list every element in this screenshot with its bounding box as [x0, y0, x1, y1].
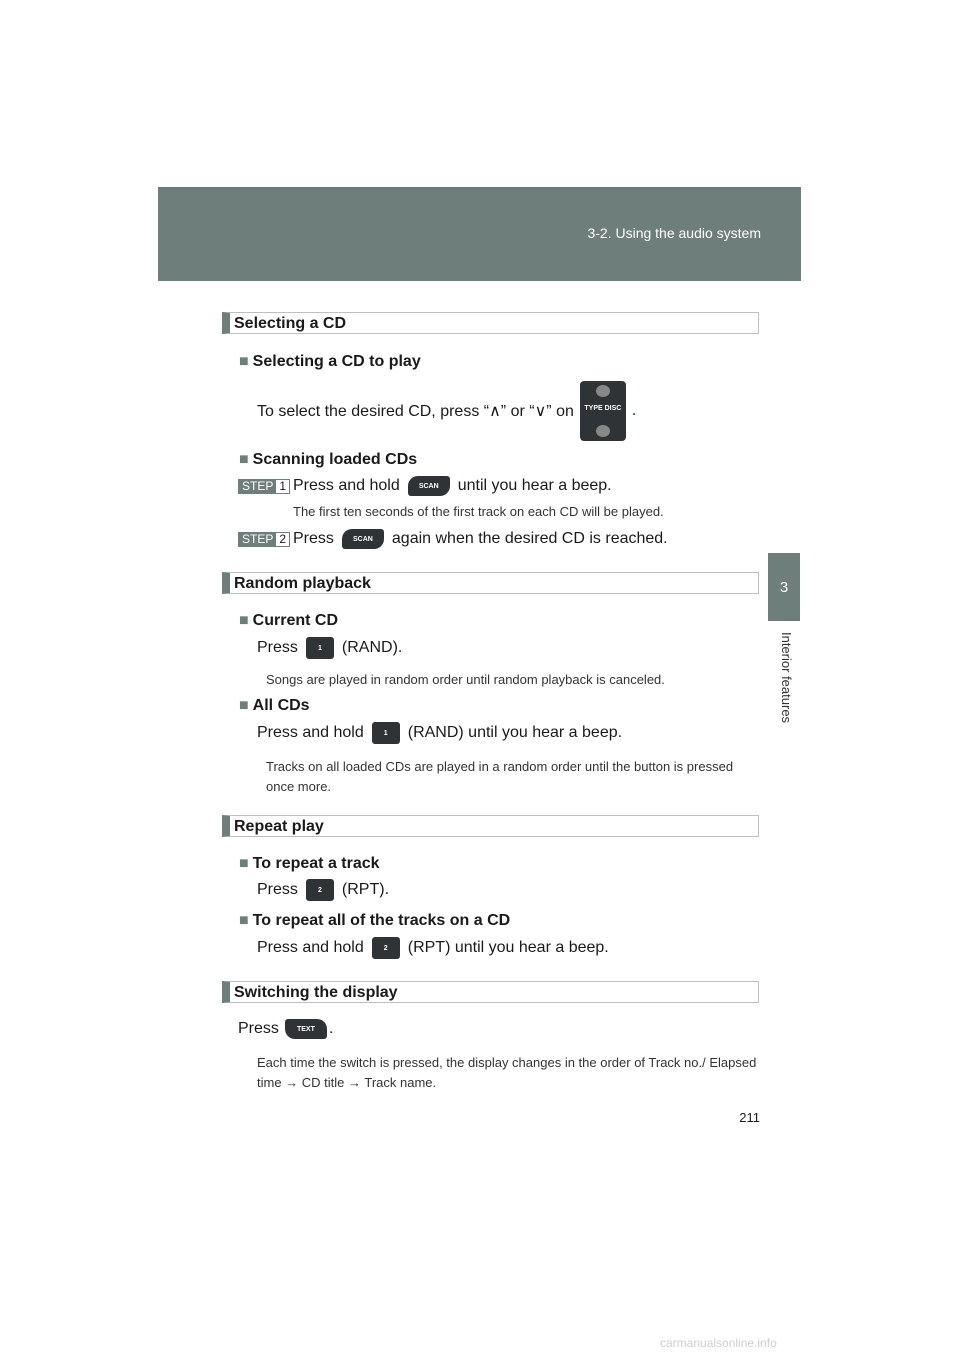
step-label: STEP: [239, 480, 276, 493]
instruction-text: Press: [257, 639, 298, 656]
current-cd-instruction: [257, 637, 402, 659]
all-cds-note: Tracks on all loaded CDs are played in a random order until the button is pressed once more.: [266, 759, 734, 794]
step-2-badge: [238, 532, 290, 547]
section-heading-switching-display: Switching the display: [222, 981, 759, 1003]
instruction-text-end: .: [631, 402, 637, 419]
instruction-text-end: (RAND) until you hear a beep.: [407, 724, 623, 741]
step-text: Press: [293, 530, 334, 547]
instruction-text: Press: [257, 881, 298, 898]
step-1-badge: [238, 479, 290, 494]
scan-button-icon: SCAN: [342, 529, 384, 549]
text-button-icon: TEXT: [285, 1019, 327, 1039]
step-1-text: [293, 476, 612, 496]
repeat-track-instruction: [257, 879, 389, 901]
chapter-tab: [768, 553, 800, 621]
chapter-label: Interior features: [779, 632, 794, 724]
watermark: carmanualsonline.info: [660, 1336, 777, 1350]
section-breadcrumb: 3-2. Using the audio system: [587, 225, 761, 241]
step-text-end: again when the desired CD is reached.: [391, 530, 668, 547]
square-bullet-icon: ■: [239, 855, 249, 872]
rand-button-icon: 1: [306, 637, 334, 659]
subheading-repeat-all-tracks: [239, 912, 510, 930]
rand-button-icon: 1: [372, 722, 400, 744]
subheading-text: To repeat all of the tracks on a CD: [252, 912, 511, 929]
all-cds-instruction: [257, 722, 622, 744]
step-1-note: The first ten seconds of the first track on each CD will be played.: [293, 504, 664, 519]
instruction-text: Press and hold: [257, 724, 364, 741]
square-bullet-icon: ■: [239, 912, 249, 929]
step-number: 2: [279, 532, 287, 546]
select-cd-instruction: [257, 381, 636, 441]
subheading-all-cds: [239, 697, 310, 715]
scan-button-icon: SCAN: [408, 476, 450, 496]
square-bullet-icon: ■: [239, 612, 249, 629]
rpt-button-icon: 2: [306, 879, 334, 901]
down-arrow-icon: [596, 425, 610, 437]
instruction-text-end: (RAND).: [341, 639, 403, 656]
type-disc-dial-icon: [580, 381, 626, 441]
subheading-text: Current CD: [252, 612, 339, 629]
subheading-text: Selecting a CD to play: [252, 353, 421, 370]
step-number: 1: [279, 479, 287, 493]
subheading-selecting-cd-to-play: [239, 353, 421, 371]
subheading-scanning-loaded-cds: [239, 451, 417, 469]
step-text: Press and hold: [293, 477, 400, 494]
up-arrow-icon: [596, 385, 610, 397]
step-text-end: until you hear a beep.: [457, 477, 612, 494]
square-bullet-icon: ■: [239, 451, 249, 468]
instruction-text-end: .: [328, 1020, 334, 1037]
instruction-text-end: (RPT) until you hear a beep.: [407, 939, 609, 956]
section-heading-selecting-cd: Selecting a CD: [222, 312, 759, 334]
step-2-text: [293, 529, 668, 549]
subheading-text: All CDs: [252, 697, 310, 714]
page-number: 211: [739, 1110, 760, 1125]
instruction-text-end: (RPT).: [341, 881, 390, 898]
current-cd-note: Songs are played in random order until random playback is canceled.: [266, 672, 665, 687]
switching-display-note: Each time the switch is pressed, the display changes in the order of Track no./ Elapsed time → CD title → Track name.: [257, 1055, 757, 1090]
square-bullet-icon: ■: [239, 697, 249, 714]
step-label: STEP: [239, 533, 276, 546]
header-band: [158, 187, 801, 281]
subheading-text: To repeat a track: [252, 855, 380, 872]
section-heading-repeat-play: Repeat play: [222, 815, 759, 837]
switching-display-instruction: [238, 1019, 333, 1039]
instruction-text: To select the desired CD, press “∧” or “∨” on: [257, 403, 574, 420]
repeat-all-instruction: [257, 937, 609, 959]
subheading-text: Scanning loaded CDs: [252, 451, 418, 468]
subheading-repeat-track: [239, 855, 380, 873]
instruction-text: Press and hold: [257, 939, 364, 956]
square-bullet-icon: ■: [239, 353, 249, 370]
subheading-current-cd: [239, 612, 338, 630]
chapter-number: 3: [779, 578, 789, 596]
instruction-text: Press: [238, 1020, 279, 1037]
section-heading-random-playback: Random playback: [222, 572, 759, 594]
rpt-button-icon: 2: [372, 937, 400, 959]
dial-label: TYPE DISC: [584, 405, 622, 412]
